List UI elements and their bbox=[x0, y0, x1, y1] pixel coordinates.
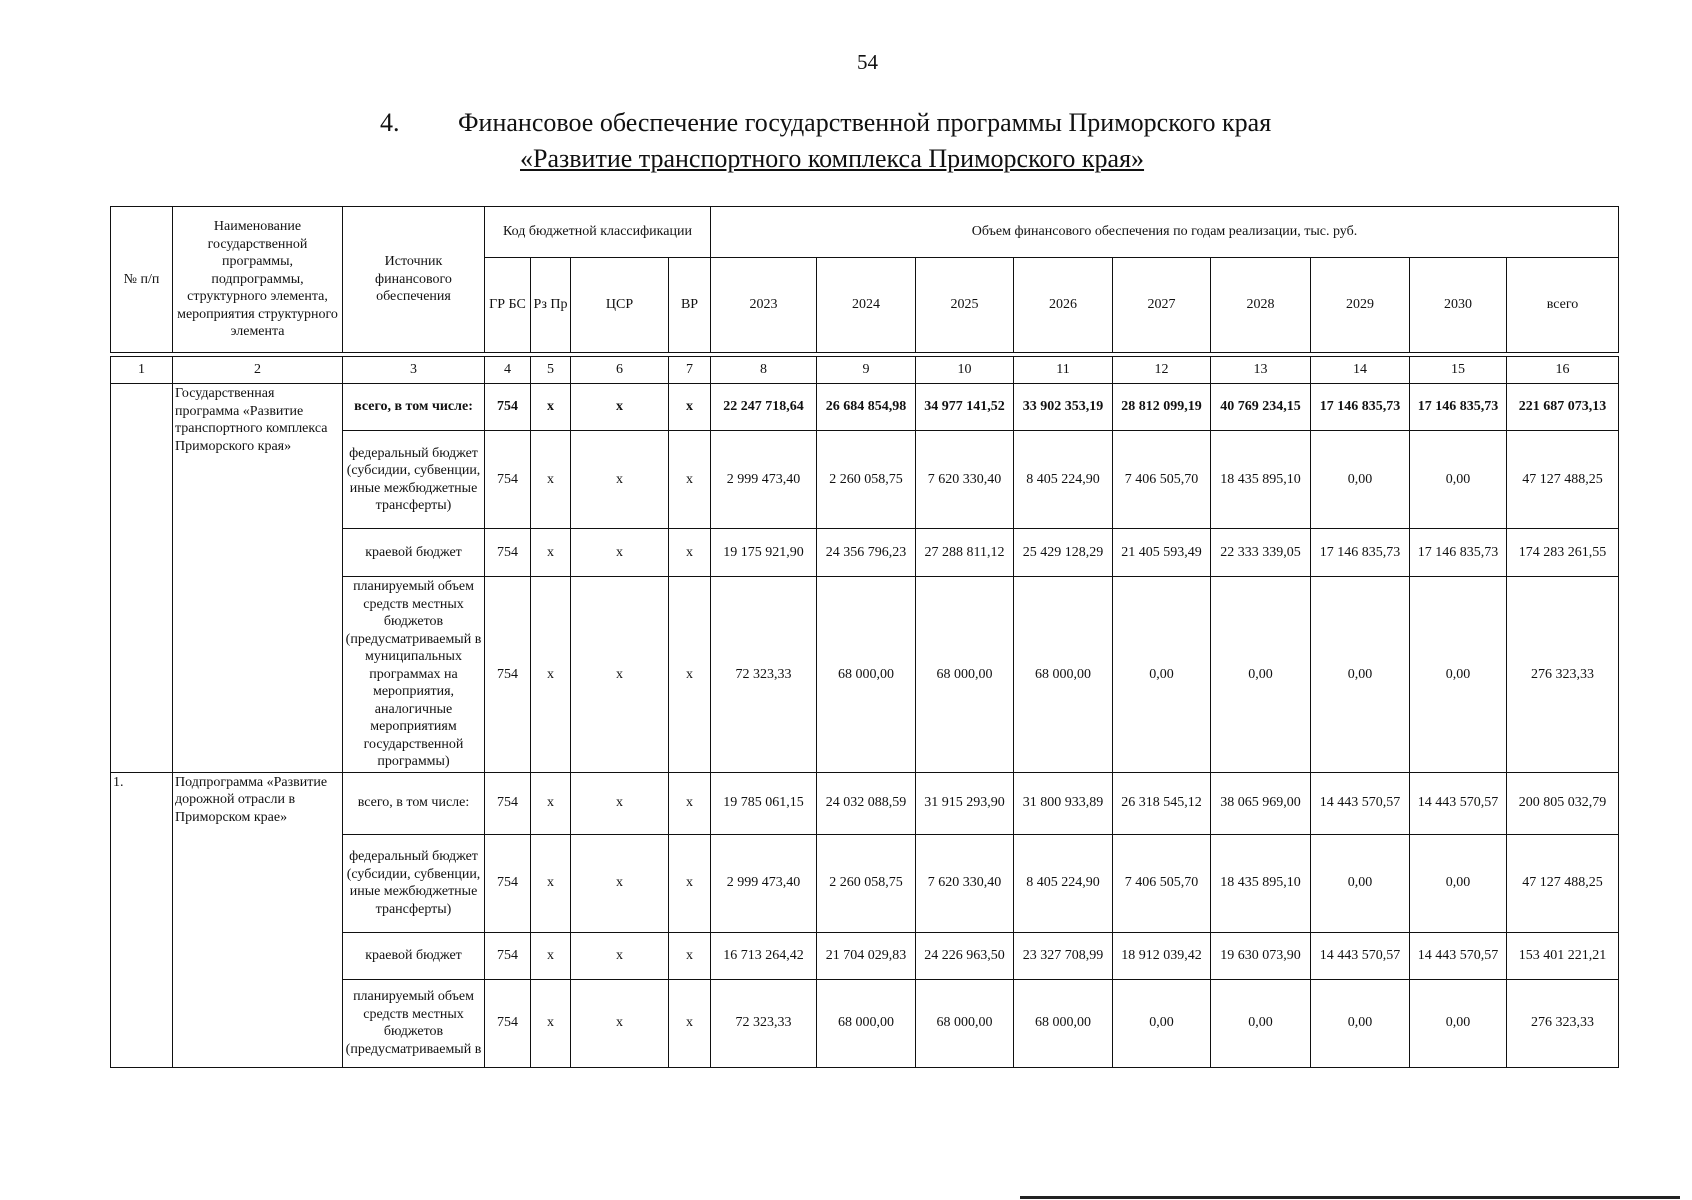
column-number: 10 bbox=[916, 357, 1014, 384]
code-grbs: 754 bbox=[485, 834, 531, 932]
year-value: 21 405 593,49 bbox=[1113, 529, 1211, 577]
year-value: 72 323,33 bbox=[711, 979, 817, 1067]
year-value: 31 915 293,90 bbox=[916, 772, 1014, 834]
header-name: Наименование государственной программы, подпрограммы, структурного элемента, мероприятия структурного элемента bbox=[173, 207, 343, 353]
year-value: 14 443 570,57 bbox=[1311, 772, 1410, 834]
title-line-1: Финансовое обеспечение государственной программы Приморского края bbox=[458, 108, 1272, 137]
program-name: Государственная программа «Развитие транспортного комплекса Приморского края» bbox=[173, 384, 343, 773]
code-vr: х bbox=[669, 431, 711, 529]
header-csr: ЦСР bbox=[571, 258, 669, 353]
code-grbs: 754 bbox=[485, 431, 531, 529]
header-source: Источник финансового обеспечения bbox=[343, 207, 485, 353]
year-value: 2 999 473,40 bbox=[711, 834, 817, 932]
year-value: 7 620 330,40 bbox=[916, 834, 1014, 932]
code-vr: х bbox=[669, 529, 711, 577]
year-value: 18 912 039,42 bbox=[1113, 932, 1211, 979]
year-value: 68 000,00 bbox=[916, 979, 1014, 1067]
column-number: 12 bbox=[1113, 357, 1211, 384]
header-year: 2026 bbox=[1014, 258, 1113, 353]
code-rzpr: х bbox=[531, 529, 571, 577]
year-value: 31 800 933,89 bbox=[1014, 772, 1113, 834]
year-value: 0,00 bbox=[1211, 979, 1311, 1067]
code-rzpr: х bbox=[531, 834, 571, 932]
code-csr: х bbox=[571, 834, 669, 932]
year-value: 7 406 505,70 bbox=[1113, 431, 1211, 529]
header-year: 2030 bbox=[1410, 258, 1507, 353]
code-grbs: 754 bbox=[485, 529, 531, 577]
code-rzpr: х bbox=[531, 979, 571, 1067]
table-header bbox=[110, 206, 1619, 353]
year-value: 0,00 bbox=[1311, 577, 1410, 773]
header-year: 2028 bbox=[1211, 258, 1311, 353]
year-value: 19 175 921,90 bbox=[711, 529, 817, 577]
code-vr: х bbox=[669, 577, 711, 773]
total-value: 276 323,33 bbox=[1507, 979, 1619, 1067]
code-grbs: 754 bbox=[485, 384, 531, 431]
title-line-2: «Развитие транспортного комплекса Приморского края» bbox=[520, 144, 1145, 173]
year-value: 8 405 224,90 bbox=[1014, 834, 1113, 932]
column-number-row bbox=[111, 357, 1619, 384]
row-number: 1. bbox=[111, 772, 173, 1067]
bottom-rule bbox=[1020, 1196, 1680, 1199]
year-value: 26 318 545,12 bbox=[1113, 772, 1211, 834]
code-csr: х bbox=[571, 431, 669, 529]
code-vr: х bbox=[669, 384, 711, 431]
total-value: 47 127 488,25 bbox=[1507, 834, 1619, 932]
row-number bbox=[111, 384, 173, 773]
section-number: 4. bbox=[380, 108, 400, 137]
column-number: 6 bbox=[571, 357, 669, 384]
year-value: 68 000,00 bbox=[1014, 979, 1113, 1067]
code-csr: х bbox=[571, 529, 669, 577]
code-vr: х bbox=[669, 932, 711, 979]
column-number: 8 bbox=[711, 357, 817, 384]
header-num: № п/п bbox=[111, 207, 173, 353]
funding-source: федеральный бюджет (субсидии, субвенции, иные межбюджетные трансферты) bbox=[343, 431, 485, 529]
year-value: 23 327 708,99 bbox=[1014, 932, 1113, 979]
year-value: 22 247 718,64 bbox=[711, 384, 817, 431]
year-value: 40 769 234,15 bbox=[1211, 384, 1311, 431]
code-vr: х bbox=[669, 979, 711, 1067]
year-value: 24 226 963,50 bbox=[916, 932, 1014, 979]
code-rzpr: х bbox=[531, 772, 571, 834]
year-value: 0,00 bbox=[1211, 577, 1311, 773]
code-csr: х bbox=[571, 384, 669, 431]
year-value: 19 785 061,15 bbox=[711, 772, 817, 834]
year-value: 7 620 330,40 bbox=[916, 431, 1014, 529]
year-value: 18 435 895,10 bbox=[1211, 834, 1311, 932]
code-csr: х bbox=[571, 932, 669, 979]
funding-source: федеральный бюджет (субсидии, субвенции, иные межбюджетные трансферты) bbox=[343, 834, 485, 932]
year-value: 14 443 570,57 bbox=[1410, 932, 1507, 979]
total-value: 276 323,33 bbox=[1507, 577, 1619, 773]
header-year: 2027 bbox=[1113, 258, 1211, 353]
year-value: 0,00 bbox=[1311, 979, 1410, 1067]
year-value: 0,00 bbox=[1410, 834, 1507, 932]
year-value: 24 356 796,23 bbox=[817, 529, 916, 577]
year-value: 0,00 bbox=[1113, 577, 1211, 773]
page-number: 54 bbox=[857, 50, 878, 74]
year-value: 68 000,00 bbox=[817, 577, 916, 773]
column-number: 4 bbox=[485, 357, 531, 384]
year-value: 24 032 088,59 bbox=[817, 772, 916, 834]
year-value: 14 443 570,57 bbox=[1311, 932, 1410, 979]
year-value: 2 260 058,75 bbox=[817, 431, 916, 529]
year-value: 26 684 854,98 bbox=[817, 384, 916, 431]
code-grbs: 754 bbox=[485, 979, 531, 1067]
code-vr: х bbox=[669, 834, 711, 932]
year-value: 0,00 bbox=[1410, 577, 1507, 773]
column-number: 14 bbox=[1311, 357, 1410, 384]
code-rzpr: х bbox=[531, 431, 571, 529]
year-value: 33 902 353,19 bbox=[1014, 384, 1113, 431]
year-value: 68 000,00 bbox=[817, 979, 916, 1067]
header-year: 2023 bbox=[711, 258, 817, 353]
year-value: 2 999 473,40 bbox=[711, 431, 817, 529]
column-number: 11 bbox=[1014, 357, 1113, 384]
funding-source: краевой бюджет bbox=[343, 529, 485, 577]
code-rzpr: х bbox=[531, 384, 571, 431]
code-grbs: 754 bbox=[485, 932, 531, 979]
header-year: 2025 bbox=[916, 258, 1014, 353]
year-value: 19 630 073,90 bbox=[1211, 932, 1311, 979]
total-value: 200 805 032,79 bbox=[1507, 772, 1619, 834]
year-value: 17 146 835,73 bbox=[1311, 529, 1410, 577]
column-number: 16 bbox=[1507, 357, 1619, 384]
funding-source: всего, в том числе: bbox=[343, 384, 485, 431]
code-rzpr: х bbox=[531, 932, 571, 979]
total-value: 174 283 261,55 bbox=[1507, 529, 1619, 577]
code-csr: х bbox=[571, 772, 669, 834]
year-value: 68 000,00 bbox=[1014, 577, 1113, 773]
column-number: 2 bbox=[173, 357, 343, 384]
code-csr: х bbox=[571, 577, 669, 773]
code-grbs: 754 bbox=[485, 577, 531, 773]
table-row bbox=[111, 772, 1619, 834]
header-year: 2024 bbox=[817, 258, 916, 353]
total-value: 47 127 488,25 bbox=[1507, 431, 1619, 529]
column-number: 9 bbox=[817, 357, 916, 384]
funding-source: планируемый объем средств местных бюджетов (предусматриваемый в муниципальных программах на мероприятия, аналогичные мероприятиям государственной программы) bbox=[343, 577, 485, 773]
year-value: 27 288 811,12 bbox=[916, 529, 1014, 577]
table-row bbox=[111, 384, 1619, 431]
year-value: 7 406 505,70 bbox=[1113, 834, 1211, 932]
funding-source: планируемый объем средств местных бюджетов (предусматриваемый в bbox=[343, 979, 485, 1067]
year-value: 8 405 224,90 bbox=[1014, 431, 1113, 529]
year-value: 0,00 bbox=[1410, 979, 1507, 1067]
year-value: 17 146 835,73 bbox=[1311, 384, 1410, 431]
code-rzpr: х bbox=[531, 577, 571, 773]
year-value: 0,00 bbox=[1113, 979, 1211, 1067]
year-value: 17 146 835,73 bbox=[1410, 529, 1507, 577]
year-value: 25 429 128,29 bbox=[1014, 529, 1113, 577]
header-rzpr: Рз Пр bbox=[531, 258, 571, 353]
year-value: 16 713 264,42 bbox=[711, 932, 817, 979]
year-value: 38 065 969,00 bbox=[1211, 772, 1311, 834]
header-grbs: ГР БС bbox=[485, 258, 531, 353]
header-vr: ВР bbox=[669, 258, 711, 353]
year-value: 0,00 bbox=[1311, 431, 1410, 529]
column-number: 7 bbox=[669, 357, 711, 384]
year-value: 0,00 bbox=[1410, 431, 1507, 529]
column-number: 13 bbox=[1211, 357, 1311, 384]
code-csr: х bbox=[571, 979, 669, 1067]
header-year: 2029 bbox=[1311, 258, 1410, 353]
funding-source: краевой бюджет bbox=[343, 932, 485, 979]
year-value: 28 812 099,19 bbox=[1113, 384, 1211, 431]
year-value: 34 977 141,52 bbox=[916, 384, 1014, 431]
column-number: 3 bbox=[343, 357, 485, 384]
total-value: 221 687 073,13 bbox=[1507, 384, 1619, 431]
header-budget-code: Код бюджетной классификации bbox=[485, 207, 711, 258]
year-value: 18 435 895,10 bbox=[1211, 431, 1311, 529]
year-value: 2 260 058,75 bbox=[817, 834, 916, 932]
total-value: 153 401 221,21 bbox=[1507, 932, 1619, 979]
code-grbs: 754 bbox=[485, 772, 531, 834]
year-value: 22 333 339,05 bbox=[1211, 529, 1311, 577]
year-value: 0,00 bbox=[1311, 834, 1410, 932]
year-value: 14 443 570,57 bbox=[1410, 772, 1507, 834]
code-vr: х bbox=[669, 772, 711, 834]
year-value: 17 146 835,73 bbox=[1410, 384, 1507, 431]
header-total: всего bbox=[1507, 258, 1619, 353]
funding-source: всего, в том числе: bbox=[343, 772, 485, 834]
column-number: 15 bbox=[1410, 357, 1507, 384]
year-value: 72 323,33 bbox=[711, 577, 817, 773]
column-number: 1 bbox=[111, 357, 173, 384]
header-volume: Объем финансового обеспечения по годам реализации, тыс. руб. bbox=[711, 207, 1619, 258]
year-value: 21 704 029,83 bbox=[817, 932, 916, 979]
financing-table bbox=[110, 356, 1619, 1068]
program-name: Подпрограмма «Развитие дорожной отрасли в Приморском крае» bbox=[173, 772, 343, 1067]
column-number: 5 bbox=[531, 357, 571, 384]
year-value: 68 000,00 bbox=[916, 577, 1014, 773]
